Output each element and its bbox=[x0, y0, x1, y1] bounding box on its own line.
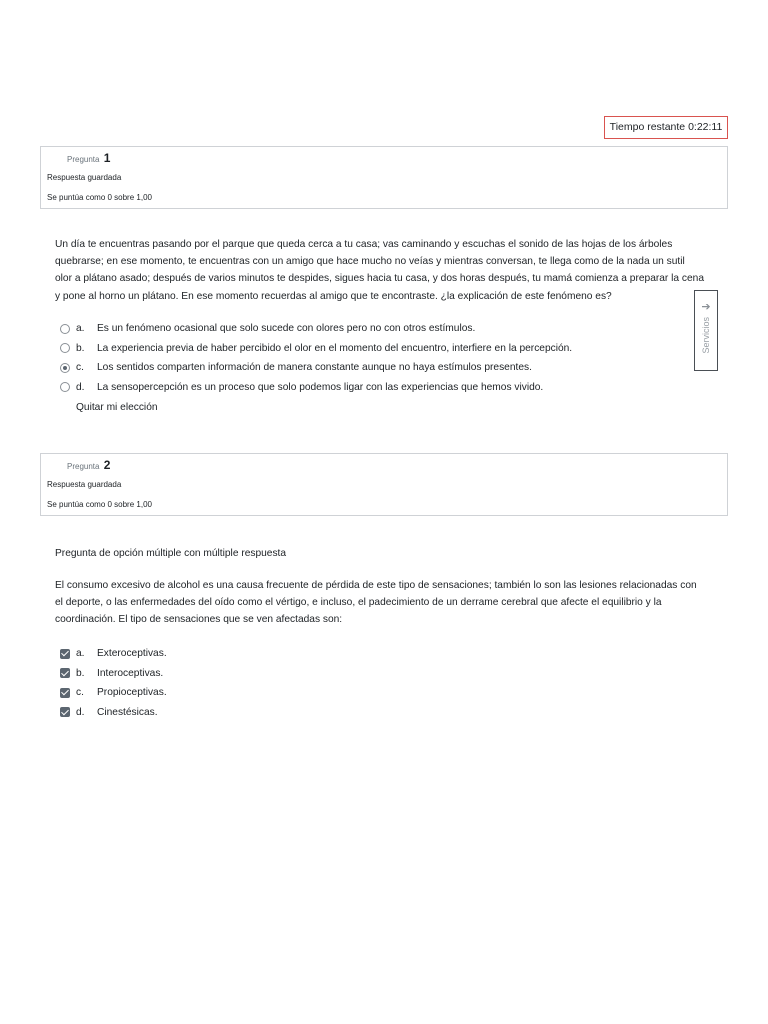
question-number: 1 bbox=[103, 151, 111, 165]
time-remaining: Tiempo restante 0:22:11 bbox=[604, 116, 728, 139]
question-text-line: Un día te encuentras pasando por el parque que queda cerca a tu casa; vas caminando y escuchas el sonido de las hojas de los árboles bbox=[55, 239, 673, 250]
question-1-grade: Se puntúa como 0 sobre 1,00 bbox=[47, 193, 152, 202]
answer-option-d[interactable] bbox=[60, 378, 572, 398]
question-2-text bbox=[55, 577, 720, 629]
question-2-number bbox=[67, 458, 110, 472]
question-2-state: Respuesta guardada bbox=[47, 480, 122, 489]
checkbox-checked[interactable] bbox=[60, 668, 70, 678]
answer-letter: a. bbox=[76, 648, 85, 660]
arrow-right-icon: ➔ bbox=[701, 301, 711, 313]
answer-text: La experiencia previa de haber percibido el olor en el momento del encuentro, interfiere en la percepción. bbox=[97, 342, 573, 354]
question-2-info bbox=[40, 453, 728, 516]
answer-text: Cinestésicas. bbox=[97, 706, 158, 718]
question-text-line: el deporte, o las enfermedades del oído como el vértigo, e incluso, el padecimiento de un derrame cerebral que afecte el equilibrio y la bbox=[55, 597, 662, 609]
radio-button[interactable] bbox=[60, 343, 70, 353]
answer-letter: a. bbox=[76, 323, 85, 335]
question-text-line: coordinación. El tipo de sensaciones que se ven afectadas son: bbox=[55, 614, 343, 626]
question-1-text bbox=[55, 236, 720, 305]
answer-letter: d. bbox=[76, 381, 85, 393]
answer-text: La sensopercepción es un proceso que solo podemos ligar con las experiencias que hemos vivido. bbox=[97, 381, 544, 393]
question-2-intro: Pregunta de opción múltiple con múltiple respuesta bbox=[55, 548, 287, 559]
answer-text: Los sentidos comparten información de manera constante aunque no haya estímulos presentes. bbox=[97, 362, 532, 374]
question-1-state: Respuesta guardada bbox=[47, 173, 122, 182]
answer-letter: d. bbox=[76, 706, 85, 718]
checkbox-checked[interactable] bbox=[60, 649, 70, 659]
checkbox-checked[interactable] bbox=[60, 688, 70, 698]
radio-button[interactable] bbox=[60, 382, 70, 392]
checkbox-checked[interactable] bbox=[60, 707, 70, 717]
question-2-answers bbox=[60, 644, 167, 722]
radio-button-selected[interactable] bbox=[60, 363, 70, 373]
answer-letter: b. bbox=[76, 342, 85, 354]
answer-option-c[interactable] bbox=[60, 358, 572, 378]
question-number: 2 bbox=[103, 458, 111, 472]
answer-option-b[interactable] bbox=[60, 664, 167, 684]
radio-button[interactable] bbox=[60, 324, 70, 334]
question-1-answers bbox=[60, 319, 572, 397]
question-label: Pregunta bbox=[67, 462, 100, 471]
question-2-grade: Se puntúa como 0 sobre 1,00 bbox=[47, 500, 152, 509]
answer-option-a[interactable] bbox=[60, 644, 167, 664]
answer-option-d[interactable] bbox=[60, 703, 167, 723]
answer-option-b[interactable] bbox=[60, 339, 572, 359]
clear-choice-link[interactable]: Quitar mi elección bbox=[76, 402, 158, 413]
answer-text: Propioceptivas. bbox=[97, 687, 167, 699]
question-text-line: El consumo excesivo de alcohol es una causa frecuente de pérdida de este tipo de sensaciones; también lo son las lesiones relacionadas con bbox=[55, 580, 697, 591]
services-tab[interactable] bbox=[694, 290, 718, 371]
answer-text: Interoceptivas. bbox=[97, 667, 164, 679]
question-1-number bbox=[67, 151, 110, 165]
question-text-line: quebrarse; en ese momento, te encuentras con un amigo que hace mucho no veías y mientras conversan, te llega como de la nada un sutil bbox=[55, 256, 685, 268]
answer-option-a[interactable] bbox=[60, 319, 572, 339]
question-label: Pregunta bbox=[67, 155, 100, 164]
answer-option-c[interactable] bbox=[60, 683, 167, 703]
answer-text: Exteroceptivas. bbox=[97, 648, 167, 660]
answer-letter: c. bbox=[76, 687, 84, 699]
answer-letter: c. bbox=[76, 362, 84, 374]
question-text-line: olor a plátano asado; después de varios minutos te despides, sigues hacia tu casa, y dos horas después, tu mamá comienza a preparar la cena bbox=[55, 273, 704, 285]
services-label: Servicios bbox=[701, 317, 711, 354]
answer-letter: b. bbox=[76, 667, 85, 679]
question-1-info bbox=[40, 146, 728, 209]
answer-text: Es un fenómeno ocasional que solo sucede con olores pero no con otros estímulos. bbox=[97, 323, 476, 335]
question-text-line: y pone al horno un plátano. En ese momento recuerdas al amigo que te encontraste. ¿la explicación de este fenómeno es? bbox=[55, 290, 612, 302]
